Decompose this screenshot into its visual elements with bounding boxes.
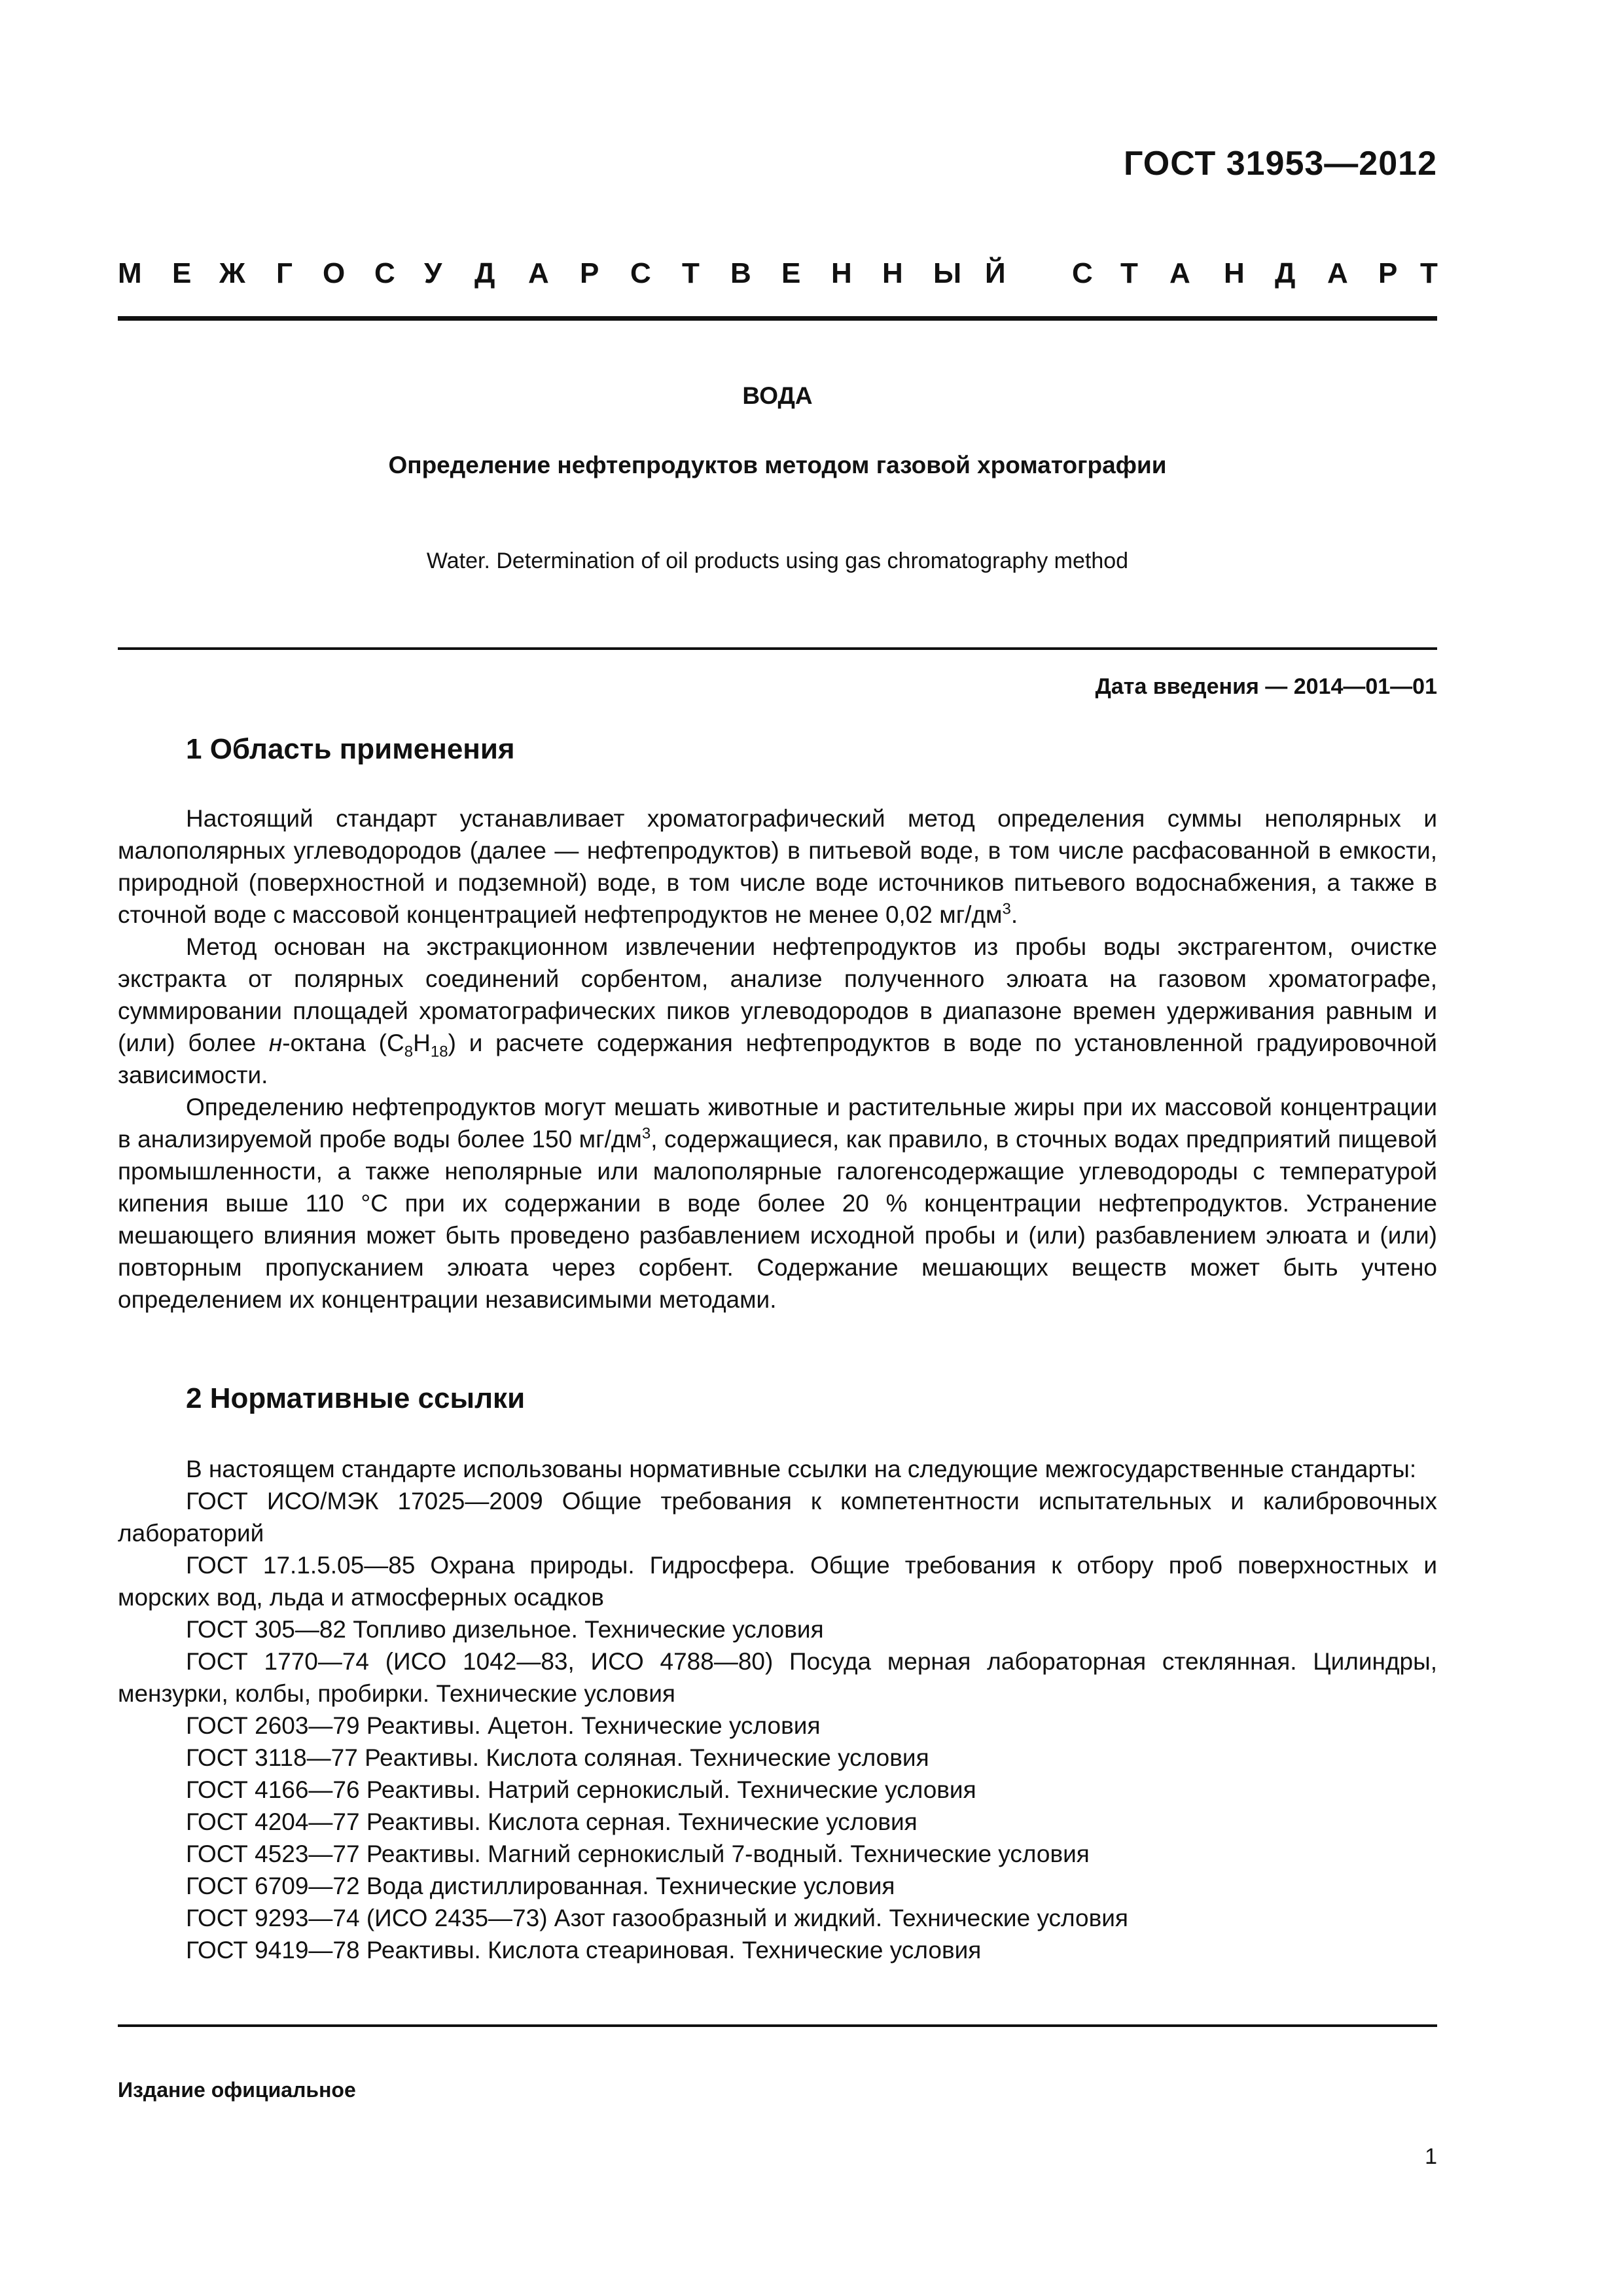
reference-item: ГОСТ 17.1.5.05—85 Охрана природы. Гидросфера. Общие требования к отбору проб поверхностных и морских вод, льда и атмосферных осадков xyxy=(118,1552,1437,1611)
banner-letter: С xyxy=(630,257,651,289)
reference-item: ГОСТ ИСО/МЭК 17025—2009 Общие требования к компетентности испытательных и калибровочных лабораторий xyxy=(118,1488,1437,1547)
banner-letter: Р xyxy=(1378,257,1398,289)
reference-item: ГОСТ 9419—78 Реактивы. Кислота стеариновая. Технические условия xyxy=(186,1937,982,1964)
banner-letter: А xyxy=(1169,257,1190,289)
section-heading: 1 Область применения xyxy=(186,733,515,765)
reference-item: ГОСТ 2603—79 Реактивы. Ацетон. Технические условия xyxy=(186,1712,821,1739)
reference-item: ГОСТ 4204—77 Реактивы. Кислота серная. Технические условия xyxy=(186,1808,918,1835)
reference-item: ГОСТ 305—82 Топливо дизельное. Технические условия xyxy=(186,1616,824,1643)
banner-letter: Е xyxy=(781,257,801,289)
reference-item: ГОСТ 6709—72 Вода дистиллированная. Технические условия xyxy=(186,1873,895,1899)
footer-divider xyxy=(118,2024,1437,2027)
banner-letter: С xyxy=(374,257,395,289)
paragraph: Определению нефтепродуктов могут мешать животные и растительные жиры при их массовой концентрации в анализируемой пробе воды более 150 $мг/дм^3$, содержащиеся, как правило, в сточных водах предприятий пищевой промышленности, а также неполярные или малополярные галогенсодержащие углеводороды с температурой кипения выше 110 °С при их содержании в воде более 20 % концентрации нефтепродуктов. Устранение мешающего влияния может быть проведено разбавлением исходной пробы и (или) разбавлением элюата и (или) повторным пропусканием элюата через сорбент. Содержание мешающих веществ может быть учтено определением их концентрации независимыми методами. xyxy=(118,1094,1437,1313)
banner-letter: О xyxy=(323,257,346,289)
banner-letter: А xyxy=(1327,257,1348,289)
banner-letter: Й xyxy=(985,257,1006,289)
document-subtitle: Определение нефтепродуктов методом газовой хроматографии xyxy=(388,452,1167,478)
reference-item: ГОСТ 3118—77 Реактивы. Кислота соляная. Технические условия xyxy=(186,1744,929,1771)
paragraph: Настоящий стандарт устанавливает хроматографический метод определения суммы неполярных и малополярных углеводородов (далее — нефтепродуктов) в питьевой воде, в том числе расфасованной в емкости, природной (поверхностной и подземной) воде, в том числе воде источников питьевого водоснабжения, а также в сточной воде с массовой концентрацией нефтепродуктов не менее 0,02 $мг/дм^3$. xyxy=(118,805,1437,928)
banner-letter: У xyxy=(424,257,442,289)
banner-letter: Д xyxy=(1275,257,1296,289)
reference-item: ГОСТ 9293—74 (ИСО 2435—73) Азот газообразный и жидкий. Технические условия xyxy=(186,1905,1128,1931)
section-scope xyxy=(118,733,1437,1316)
banner-divider xyxy=(118,316,1437,321)
banner-letter: Ж xyxy=(219,257,245,289)
banner-letter: А xyxy=(528,257,549,289)
section-normative-references xyxy=(118,1382,1437,1966)
section-heading: 2 Нормативные ссылки xyxy=(186,1382,526,1414)
banner-letter: Д xyxy=(474,257,495,289)
banner-letter: Н xyxy=(1224,257,1245,289)
paragraph: Метод основан на экстракционном извлечении нефтепродуктов из пробы воды экстрагентом, очистке экстракта от полярных соединений сорбентом, анализе полученного элюата на газовом хроматографе, суммировании площадей хроматографических пиков углеводородов в диапазоне времен удерживания равным и (или) более н-октана $(C_8H_{18})$ и расчете содержания нефтепродуктов в воде по установленной градуировочной зависимости. xyxy=(118,933,1437,1088)
banner-letter: Н xyxy=(831,257,852,289)
document-title-english: Water. Determination of oil products using gas chromatography method xyxy=(426,548,1129,573)
banner-letter: С xyxy=(1072,257,1093,289)
standard-banner xyxy=(118,254,1437,293)
reference-item: ГОСТ 4523—77 Реактивы. Магний сернокислый 7-водный. Технические условия xyxy=(186,1840,1090,1867)
introduction-date: Дата введения — 2014—01—01 xyxy=(1095,674,1437,699)
document-code: ГОСТ 31953—2012 xyxy=(1124,145,1437,183)
banner-letter: Ы xyxy=(933,257,962,289)
banner-letter: Р xyxy=(580,257,599,289)
reference-item: ГОСТ 1770—74 (ИСО 1042—83, ИСО 4788—80) Посуда мерная лабораторная стеклянная. Цилиндры, мензурки, колбы, пробирки. Технические условия xyxy=(118,1648,1437,1707)
banner-letter: Т xyxy=(1420,257,1438,289)
banner-letter: М xyxy=(118,257,142,289)
page-number: 1 xyxy=(1425,2144,1437,2169)
banner-letter: Т xyxy=(1120,257,1138,289)
banner-letter: В xyxy=(730,257,751,289)
reference-item: ГОСТ 4166—76 Реактивы. Натрий сернокислый. Технические условия xyxy=(186,1776,976,1803)
document-title: ВОДА xyxy=(742,382,813,409)
banner-letter: Т xyxy=(682,257,700,289)
official-edition-label: Издание официальное xyxy=(118,2078,356,2102)
paragraph: В настоящем стандарте использованы нормативные ссылки на следующие межгосударственные стандарты: xyxy=(186,1456,1417,1482)
title-divider xyxy=(118,647,1437,650)
banner-letter: Н xyxy=(882,257,903,289)
banner-letter: Г xyxy=(276,257,293,289)
banner-letter: Е xyxy=(172,257,192,289)
